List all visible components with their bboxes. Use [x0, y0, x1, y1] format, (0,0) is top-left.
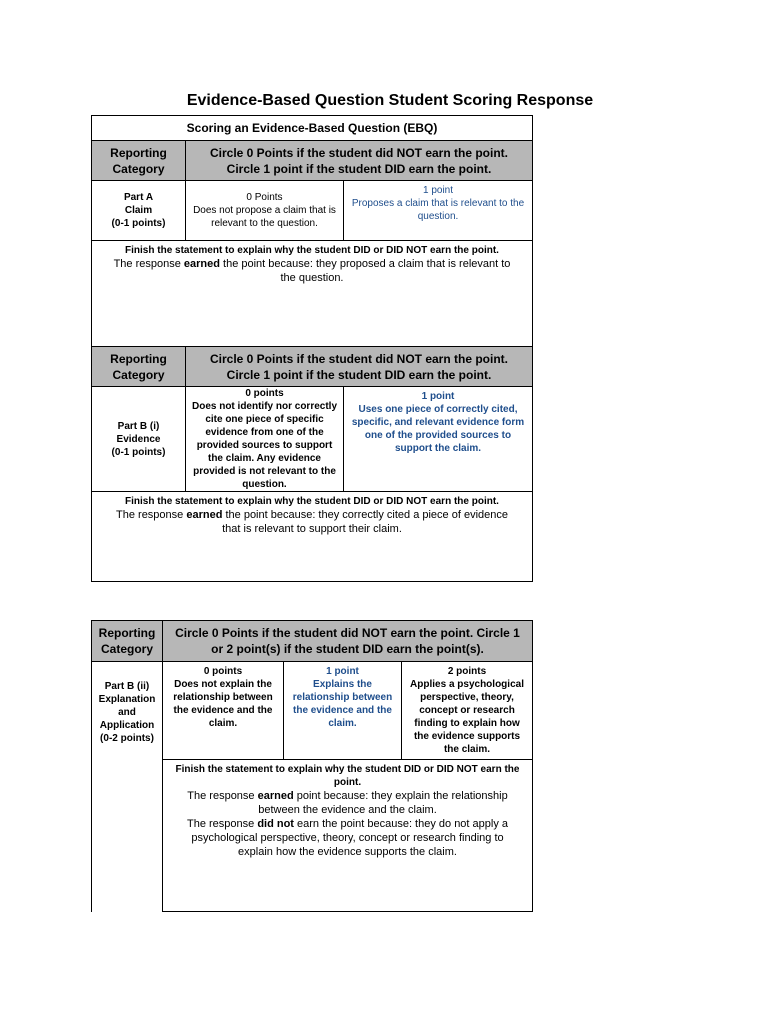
- part-b2-two-points-cell[interactable]: [402, 662, 533, 760]
- one-point-description: Proposes a claim that is relevant to the question.: [351, 198, 525, 222]
- part-b2-one-point-cell[interactable]: [284, 662, 402, 760]
- one-point-description: Explains the relationship between the evidence and the claim.: [292, 679, 393, 729]
- table-caption: Scoring an Evidence-Based Question (EBQ): [92, 116, 533, 141]
- one-point-title: 1 point: [421, 391, 455, 402]
- zero-points-title: 0 Points: [246, 192, 283, 203]
- part-a-explanation-box[interactable]: [92, 241, 533, 347]
- part-b1-zero-points-cell[interactable]: [186, 387, 344, 492]
- part-a-label: Part A Claim (0-1 points): [92, 181, 186, 241]
- part-b2-explanation-box[interactable]: [163, 760, 533, 912]
- zero-points-description: Does not identify nor correctly cite one piece of specific evidence from one of the provided sources to support the claim. Any evidence provided is not relevant to the question.: [191, 401, 338, 490]
- two-points-title: 2 points: [447, 666, 487, 677]
- finish-statement-prompt: Finish the statement to explain why the student DID or DID NOT earn the point.: [125, 496, 499, 507]
- zero-points-description: Does not propose a claim that is relevant to the question.: [193, 205, 336, 229]
- zero-points-title: 0 points: [203, 666, 243, 677]
- finish-statement-prompt: Finish the statement to explain why the student DID or DID NOT earn the point.: [125, 245, 499, 256]
- part-a-one-point-cell[interactable]: [344, 181, 533, 241]
- response-text: The response earned the point because: they correctly cited a piece of evidence that is relevant to support their claim.: [116, 509, 508, 535]
- part-b1-label: Part B (i) Evidence (0-1 points): [92, 387, 186, 492]
- zero-points-title: 0 points: [245, 388, 284, 399]
- part-b1-explanation-box[interactable]: [92, 492, 533, 582]
- zero-points-description: Does not explain the relationship between the evidence and the claim.: [173, 679, 273, 729]
- part-b2-zero-points-cell[interactable]: [163, 662, 284, 760]
- one-point-title: 1 point: [326, 666, 359, 677]
- explanation-scoring-table: [91, 620, 533, 912]
- response-did-not-text: The response did not earn the point because: they do not apply a psychological perspective, theory, concept or research finding to explain how the evidence supports the claim.: [186, 818, 509, 858]
- response-earned-text: The response earned point because: they explain the relationship between the evidence and the claim.: [187, 790, 508, 816]
- part-b1-one-point-cell[interactable]: [344, 387, 533, 492]
- circle-instruction: Circle 0 Points if the student did NOT earn the point. Circle 1 point if the student DID earn the point.: [186, 141, 533, 181]
- ebq-scoring-table: [91, 115, 533, 582]
- circle-instruction: Circle 0 Points if the student did NOT earn the point. Circle 1 point if the student DID earn the point.: [186, 347, 533, 387]
- response-text: The response earned the point because: they proposed a claim that is relevant to the question.: [113, 258, 511, 284]
- two-points-description: Applies a psychological perspective, theory, concept or research finding to explain how the evidence supports the claim.: [410, 679, 524, 755]
- part-b2-label: Part B (ii) Explanation and Application (0-2 points): [92, 662, 163, 912]
- reporting-category-header: Reporting Category: [92, 141, 186, 181]
- circle-instruction: Circle 0 Points if the student did NOT earn the point. Circle 1 or 2 point(s) if the student DID earn the point(s).: [163, 621, 533, 662]
- finish-statement-prompt: Finish the statement to explain why the student DID or DID NOT earn the point.: [175, 764, 520, 788]
- page-title: Evidence-Based Question Student Scoring Response: [186, 92, 594, 109]
- reporting-category-header: Reporting Category: [92, 621, 163, 662]
- one-point-title: 1 point: [422, 185, 454, 196]
- one-point-description: Uses one piece of correctly cited, specific, and relevant evidence form one of the provided sources to support the claim.: [351, 404, 525, 454]
- part-a-zero-points-cell[interactable]: [186, 181, 344, 241]
- reporting-category-header: Reporting Category: [92, 347, 186, 387]
